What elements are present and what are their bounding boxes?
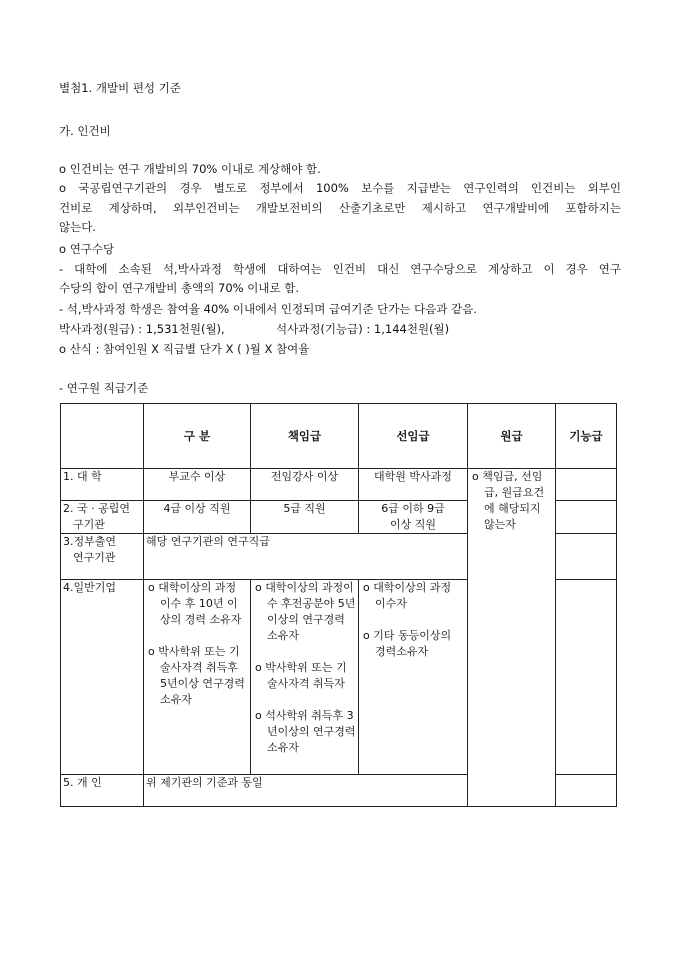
company-col3-item-a: o 대학이상의 과정 이수자 — [363, 581, 452, 610]
cell-staff-requirements — [468, 469, 556, 807]
cell-company-col2 — [251, 580, 359, 775]
cell-technical-public — [556, 501, 617, 534]
paragraph-public-institute-3: 않는다. — [59, 220, 96, 234]
row-label-university: 1. 대 학 — [61, 469, 144, 501]
paragraph-research-allowance: o 연구수당 — [59, 242, 115, 256]
company-col1-item-b: o 박사학위 또는 기술사자격 취득후 5년이상 연구경력 소유자 — [148, 645, 245, 706]
cell-individual: 위 제기관의 기준과 동일 — [144, 775, 468, 807]
spacer — [253, 644, 356, 660]
company-col2-item-c: o 석사학위 취득후 3년이상의 연구경력 소유자 — [255, 709, 356, 754]
paragraph-labor-ratio: o 인건비는 연구 개발비의 70% 이내로 계상해야 함. — [59, 162, 321, 176]
row-label-individual: 5. 개 인 — [61, 775, 144, 807]
cell-gov-institute: 해당 연구기관의 연구직급 — [144, 534, 468, 580]
paragraph-participation: - 석,박사과정 학생은 참여율 40% 이내에서 인정되며 급여기준 단가는 다음과 같음. — [59, 302, 477, 316]
company-col1-item-a: o 대학이상의 과정 이수 후 10년 이상의 경력 소유자 — [148, 581, 242, 626]
row-label-public-line1: 2. 국 · 공립연 — [63, 502, 130, 515]
cell-university-col1: 부교수 이상 — [144, 469, 251, 501]
cell-public-col2: 5급 직원 — [251, 501, 359, 534]
paragraph-university-1: - 대학에 소속된 석,박사과정 학생에 대하여는 인건비 대신 연구수당으로 계상하고 이 경우 연구 — [59, 262, 621, 276]
phd-rate: 박사과정(원급) : 1,531천원(월), — [59, 322, 225, 336]
spacer — [146, 628, 248, 644]
cell-technical-university — [556, 469, 617, 501]
header-senior: 선임급 — [359, 404, 468, 469]
paragraph-public-institute-2: 건비로 계상하며, 외부인건비는 개발보전비의 산출기초로만 제시하고 연구개발비에 포함하지는 — [59, 201, 621, 215]
table-row — [61, 469, 617, 501]
company-col3-item-b: o 기타 동등이상의 경력소유자 — [363, 629, 452, 658]
staff-requirements-text: o 책임급, 선임급, 원급요건에 해당되지 않는자 — [472, 470, 545, 531]
row-label-company: 4.일반기업 — [61, 580, 144, 775]
paragraph-public-institute-1: o 국공립연구기관의 경우 별도로 정부에서 100% 보수를 지급받는 연구인력의 인건비는 외부인 — [59, 181, 621, 195]
paragraph-formula: o 산식 : 참여인원 X 직급별 단가 X ( )월 X 참여율 — [59, 342, 310, 356]
cell-technical-company — [556, 580, 617, 775]
cell-public-col3-line1: 6급 이하 9급 — [381, 502, 445, 515]
row-label-public-institute — [61, 501, 144, 534]
row-label-gov-line1: 3.정부출연 — [63, 535, 116, 548]
header-blank — [61, 404, 144, 469]
cell-technical-gov — [556, 534, 617, 580]
appendix-heading: 별첨1. 개발비 편성 기준 — [59, 81, 181, 95]
row-label-public-line2: 구기관 — [73, 518, 105, 531]
cell-technical-individual — [556, 775, 617, 807]
cell-public-col1: 4급 이상 직원 — [144, 501, 251, 534]
header-chief: 책임급 — [251, 404, 359, 469]
cell-company-col1 — [144, 580, 251, 775]
paragraph-university-2: 수당의 합이 연구개발비 총액의 70% 이내로 함. — [59, 281, 300, 295]
cell-public-col3-line2: 이상 직원 — [389, 518, 436, 531]
cell-company-col3 — [359, 580, 468, 775]
table-title: - 연구원 직급기준 — [59, 381, 149, 395]
header-category: 구 분 — [144, 404, 251, 469]
company-col2-item-a: o 대학이상의 과정이수 후전공분야 5년이상의 연구경력 소유자 — [255, 581, 356, 642]
table-header-row — [61, 404, 617, 469]
header-technical: 기능급 — [556, 404, 617, 469]
cell-public-col3 — [359, 501, 468, 534]
company-col2-item-b: o 박사학위 또는 기술사자격 취득자 — [255, 661, 347, 690]
row-label-gov-institute — [61, 534, 144, 580]
researcher-grade-table — [60, 403, 617, 807]
spacer — [253, 692, 356, 708]
cell-university-col3: 대학원 박사과정 — [359, 469, 468, 501]
masters-rate: 석사과정(기능급) : 1,144천원(월) — [276, 322, 450, 336]
section-title: 가. 인건비 — [59, 124, 111, 138]
spacer — [361, 612, 465, 628]
header-staff: 원급 — [468, 404, 556, 469]
row-label-gov-line2: 연구기관 — [73, 551, 116, 564]
cell-university-col2: 전임강사 이상 — [251, 469, 359, 501]
